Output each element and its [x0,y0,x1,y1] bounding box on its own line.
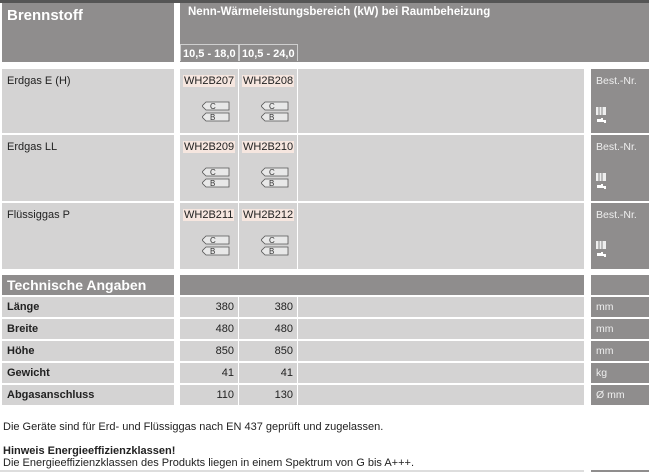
tap-icon [597,184,606,189]
technical-unit-header [591,275,649,295]
tech-value: 480 [180,319,238,339]
energy-label-c-icon [261,101,289,111]
order-number-label: Best.-Nr. [596,209,637,221]
product-cell[interactable] [239,69,297,133]
tech-row-label: Abgasanschluss [2,385,174,405]
energy-label-b-icon [202,178,230,188]
tech-value: 380 [239,297,297,317]
svg-text:C: C [210,236,216,245]
tech-row-label: Länge [2,297,174,317]
tech-value: 130 [239,385,297,405]
range-2: 10,5 - 24,0 [239,44,298,61]
fuel-column-header [2,3,174,62]
svg-text:B: B [210,179,216,188]
tech-value: 41 [239,363,297,383]
order-number-cell [591,69,649,133]
radiator-icon [596,241,608,261]
energy-hint-title: Hinweis Energieeffizienzklassen! [3,445,176,457]
tech-row-label: Gewicht [2,363,174,383]
order-number-label: Best.-Nr. [596,75,637,87]
energy-label-b-icon [261,246,289,256]
svg-text:C: C [269,168,275,177]
svg-text:B: B [210,113,216,122]
energy-label-b-icon [261,112,289,122]
product-code[interactable]: WH2B210 [243,141,294,153]
fuel-row-label: Flüssiggas P [2,203,174,269]
empty-cell [298,385,584,405]
tech-unit: Ø mm [591,385,649,405]
tech-value: 110 [180,385,238,405]
tech-value: 850 [180,341,238,361]
empty-cell [298,363,584,383]
tap-icon [597,252,606,257]
technical-header-fill [180,275,584,295]
fuel-row-label: Erdgas E (H) [2,69,174,133]
svg-text:C: C [210,168,216,177]
fuel-column-title: Brennstoff [7,7,83,24]
technical-section-title: Technische Angaben [2,275,174,295]
product-code[interactable]: WH2B212 [243,209,294,221]
empty-cell [298,203,584,269]
tap-icon [597,118,606,123]
svg-text:C: C [210,102,216,111]
svg-text:C: C [269,236,275,245]
energy-label-b-icon [202,112,230,122]
order-number-cell [591,203,649,269]
product-cell[interactable] [239,135,297,201]
energy-label-c-icon [261,167,289,177]
energy-label-c-icon [202,167,230,177]
energy-label-b-icon [261,178,289,188]
product-cell[interactable] [180,135,238,201]
empty-cell [298,297,584,317]
tech-unit: kg [591,363,649,383]
energy-label-c-icon [202,235,230,245]
tech-value: 41 [180,363,238,383]
svg-text:B: B [269,113,275,122]
tech-row-label: Höhe [2,341,174,361]
product-cell[interactable] [180,203,238,269]
tech-value: 850 [239,341,297,361]
range-title: Nenn-Wärmeleistungsbereich (kW) bei Raumbeheizung [188,6,491,18]
product-cell[interactable] [180,69,238,133]
svg-text:B: B [210,247,216,256]
range-1: 10,5 - 18,0 [180,44,239,61]
energy-label-c-icon [261,235,289,245]
tech-unit: mm [591,319,649,339]
order-number-label: Best.-Nr. [596,141,637,153]
product-code[interactable]: WH2B211 [184,209,234,221]
fuel-row-label: Erdgas LL [2,135,174,201]
tech-unit: mm [591,341,649,361]
tech-row-label: Breite [2,319,174,339]
radiator-icon [596,173,608,193]
energy-label-b-icon [202,246,230,256]
radiator-icon [596,107,608,127]
energy-label-c-icon [202,101,230,111]
tech-value: 480 [239,319,297,339]
empty-cell [298,69,584,133]
order-number-cell [591,135,649,201]
product-code[interactable]: WH2B208 [243,75,294,87]
approval-note: Die Geräte sind für Erd- und Flüssiggas nach EN 437 geprüft und zugelassen. [3,421,384,433]
product-code[interactable]: WH2B207 [184,75,235,87]
svg-text:B: B [269,179,275,188]
empty-cell [298,319,584,339]
svg-text:C: C [269,102,275,111]
svg-text:B: B [269,247,275,256]
product-cell[interactable] [239,203,297,269]
empty-cell [298,135,584,201]
energy-hint-text: Die Energieeffizienzklassen des Produkts liegen in einem Spektrum von G bis A+++. [3,457,414,469]
tech-value: 380 [180,297,238,317]
empty-cell [298,341,584,361]
tech-unit: mm [591,297,649,317]
product-code[interactable]: WH2B209 [184,141,235,153]
